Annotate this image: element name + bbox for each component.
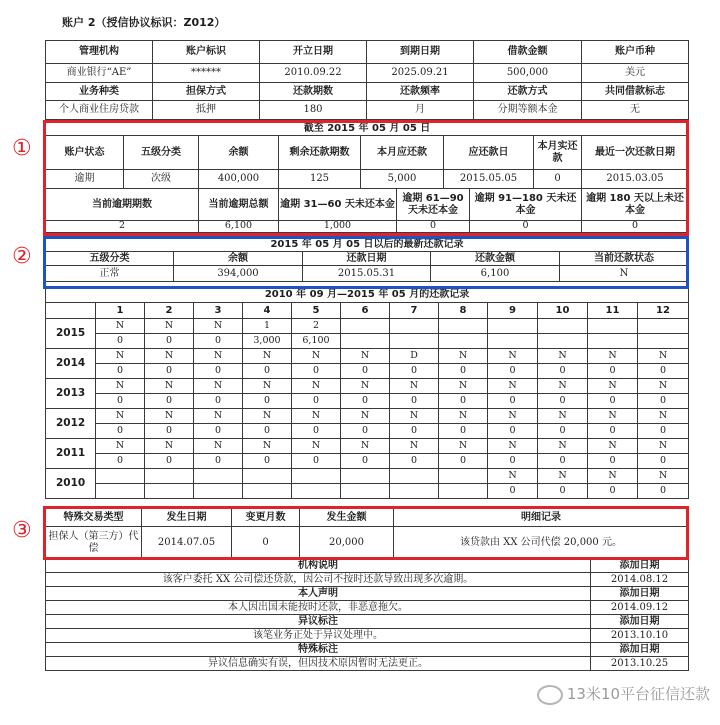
amount-cell: 0: [145, 364, 194, 379]
value-cell: 0: [582, 221, 689, 233]
status-cell: [588, 319, 638, 334]
value-cell: N: [560, 266, 689, 282]
status-cell: N: [488, 379, 538, 394]
amount-cell: 0: [638, 364, 689, 379]
amount-cell: [390, 334, 439, 349]
status-cell: N: [145, 409, 194, 424]
amount-cell: 0: [488, 454, 538, 469]
status-cell: N: [638, 409, 689, 424]
header-cell: 还款日期: [303, 252, 431, 266]
header-cell: 五级分类: [46, 252, 174, 266]
status-cell: N: [145, 439, 194, 454]
section-title: 2010 年 09 月—2015 年 05 月的还款记录: [46, 288, 689, 303]
value-cell: 6,100: [431, 266, 560, 282]
note-date: 2014.09.12: [591, 601, 689, 615]
amount-cell: 0: [538, 364, 588, 379]
header-cell: 本月实还款: [534, 136, 582, 170]
status-cell: 2: [292, 319, 341, 334]
amount-cell: 0: [638, 454, 689, 469]
status-cell: D: [390, 349, 439, 364]
amount-cell: 0: [194, 454, 243, 469]
amount-cell: [292, 484, 341, 499]
amount-cell: 0: [194, 364, 243, 379]
status-cell: N: [588, 379, 638, 394]
header-cell: 发生日期: [142, 509, 232, 527]
amount-cell: 0: [341, 364, 390, 379]
header-cell: 当前逾期总额: [199, 189, 279, 221]
value-cell: 0: [232, 527, 300, 559]
note-text: 该笔业务正处于异议处理中。: [46, 629, 591, 643]
circled-number-2: ②: [12, 244, 32, 269]
amount-cell: 0: [638, 394, 689, 409]
note-date: 2013.10.10: [591, 629, 689, 643]
value-cell: 次级: [124, 170, 199, 189]
amount-cell: 0: [145, 454, 194, 469]
amount-cell: 0: [292, 424, 341, 439]
status-cell: N: [390, 379, 439, 394]
status-cell: N: [243, 409, 292, 424]
value-cell: 抵押: [153, 101, 260, 120]
value-cell: 5,000: [361, 170, 444, 189]
header-cell: 最近一次还款日期: [582, 136, 689, 170]
amount-cell: 0: [588, 394, 638, 409]
status-cell: N: [390, 439, 439, 454]
status-cell: N: [292, 379, 341, 394]
value-cell: 1,000: [279, 221, 397, 233]
header-cell: 担保方式: [153, 83, 260, 101]
value-cell: 担保人（第三方）代偿: [46, 527, 142, 559]
header-cell: 余额: [174, 252, 303, 266]
status-cell: N: [638, 379, 689, 394]
watermark-text: 13米10平台征信还款: [566, 685, 710, 703]
header-cell: 逾期 180 天以上未还本金: [582, 189, 689, 221]
status-cell: N: [638, 349, 689, 364]
amount-cell: [145, 484, 194, 499]
account-info-table: [45, 40, 689, 120]
amount-cell: 0: [390, 454, 439, 469]
status-cell: N: [588, 469, 638, 484]
amount-cell: 0: [638, 424, 689, 439]
value-cell: 20,000: [300, 527, 394, 559]
status-cell: N: [292, 439, 341, 454]
amount-cell: 0: [96, 334, 145, 349]
amount-cell: 0: [145, 394, 194, 409]
month-header: 3: [194, 303, 243, 319]
header-cell: 逾期 91—180 天未还本金: [470, 189, 582, 221]
status-cell: N: [488, 469, 538, 484]
status-cell: 1: [243, 319, 292, 334]
status-cell: N: [488, 349, 538, 364]
watermark: [537, 683, 710, 705]
status-cell: N: [96, 439, 145, 454]
value-cell: 500,000: [474, 64, 582, 83]
amount-cell: [588, 334, 638, 349]
value-cell: 400,000: [199, 170, 279, 189]
add-date-label: 添加日期: [591, 643, 689, 657]
value-cell: 0: [397, 221, 470, 233]
header-cell: 还款频率: [367, 83, 474, 101]
amount-cell: 0: [292, 364, 341, 379]
amount-cell: [439, 484, 488, 499]
status-cell: N: [538, 439, 588, 454]
header-cell: 剩余还款期数: [279, 136, 361, 170]
status-cell: [243, 469, 292, 484]
year-label: 2011: [46, 439, 96, 469]
circled-number-3: ③: [12, 518, 32, 543]
header-cell: 账户状态: [46, 136, 124, 170]
current-status-table: [45, 121, 689, 233]
amount-cell: [194, 484, 243, 499]
header-cell: 逾期 61—90 天未还本金: [397, 189, 470, 221]
header-cell: 发生金额: [300, 509, 394, 527]
value-cell: 美元: [582, 64, 689, 83]
header-cell: 账户标识: [153, 41, 260, 64]
amount-cell: 6,100: [292, 334, 341, 349]
status-cell: [638, 319, 689, 334]
amount-cell: 0: [243, 394, 292, 409]
value-cell: 无: [582, 101, 689, 120]
status-cell: [96, 469, 145, 484]
value-cell: 该贷款由 XX 公司代偿 20,000 元。: [394, 527, 689, 559]
amount-cell: 0: [390, 424, 439, 439]
status-cell: N: [439, 349, 488, 364]
status-cell: N: [538, 349, 588, 364]
status-cell: N: [96, 409, 145, 424]
value-cell: 正常: [46, 266, 174, 282]
amount-cell: 0: [439, 394, 488, 409]
amount-cell: 0: [538, 424, 588, 439]
account-title: 账户 2（授信协议标识：Z012）: [62, 16, 226, 29]
special-trade-table: [45, 508, 689, 559]
header-cell: 明细记录: [394, 509, 689, 527]
value-cell: 分期等额本金: [474, 101, 582, 120]
header-cell: 五级分类: [124, 136, 199, 170]
status-cell: N: [96, 349, 145, 364]
amount-cell: 0: [538, 484, 588, 499]
amount-cell: 0: [96, 394, 145, 409]
value-cell: 180: [260, 101, 367, 120]
note-date: 2014.08.12: [591, 573, 689, 587]
notes-table: [45, 558, 689, 671]
status-cell: N: [96, 379, 145, 394]
amount-cell: 0: [292, 394, 341, 409]
header-cell: 特殊交易类型: [46, 509, 142, 527]
amount-cell: 0: [488, 484, 538, 499]
amount-cell: 0: [488, 364, 538, 379]
status-cell: N: [638, 439, 689, 454]
status-cell: [292, 469, 341, 484]
amount-cell: 0: [194, 394, 243, 409]
amount-cell: [538, 334, 588, 349]
status-cell: [390, 319, 439, 334]
corner-cell: [46, 303, 96, 319]
status-cell: N: [638, 469, 689, 484]
value-cell: 2015.05.05: [444, 170, 534, 189]
status-cell: N: [538, 469, 588, 484]
status-cell: N: [341, 439, 390, 454]
status-cell: N: [588, 349, 638, 364]
amount-cell: 0: [243, 364, 292, 379]
month-header: 8: [439, 303, 488, 319]
year-label: 2015: [46, 319, 96, 349]
amount-cell: 0: [638, 484, 689, 499]
amount-cell: [488, 334, 538, 349]
status-cell: N: [194, 379, 243, 394]
status-cell: N: [145, 349, 194, 364]
amount-cell: [243, 484, 292, 499]
amount-cell: 0: [96, 454, 145, 469]
status-cell: N: [243, 349, 292, 364]
status-cell: [488, 319, 538, 334]
amount-cell: [390, 484, 439, 499]
value-cell: 6,100: [199, 221, 279, 233]
month-header: 11: [588, 303, 638, 319]
header-cell: 管理机构: [46, 41, 153, 64]
add-date-label: 添加日期: [591, 587, 689, 601]
note-date: 2013.10.25: [591, 657, 689, 671]
month-header: 1: [96, 303, 145, 319]
status-cell: N: [243, 439, 292, 454]
amount-cell: 0: [538, 394, 588, 409]
amount-cell: 0: [588, 454, 638, 469]
value-cell: 0: [534, 170, 582, 189]
year-label: 2012: [46, 409, 96, 439]
status-cell: N: [96, 319, 145, 334]
year-label: 2013: [46, 379, 96, 409]
status-cell: N: [145, 379, 194, 394]
year-label: 2010: [46, 469, 96, 499]
status-cell: N: [341, 379, 390, 394]
status-cell: N: [292, 409, 341, 424]
note-heading: 特殊标注: [46, 643, 591, 657]
status-cell: N: [439, 409, 488, 424]
value-cell: 2: [46, 221, 199, 233]
header-cell: 变更月数: [232, 509, 300, 527]
amount-cell: 0: [341, 424, 390, 439]
add-date-label: 添加日期: [591, 559, 689, 573]
status-cell: N: [538, 379, 588, 394]
status-cell: [341, 469, 390, 484]
value-cell: 394,000: [174, 266, 303, 282]
amount-cell: 0: [145, 334, 194, 349]
status-cell: N: [341, 409, 390, 424]
amount-cell: [341, 334, 390, 349]
status-cell: [341, 319, 390, 334]
value-cell: 商业银行“AE”: [46, 64, 153, 83]
amount-cell: 0: [341, 394, 390, 409]
month-header: 9: [488, 303, 538, 319]
value-cell: 2025.09.21: [367, 64, 474, 83]
note-text: 该客户委托 XX 公司偿还贷款，因公司不按时还款导致出现多次逾期。: [46, 573, 591, 587]
amount-cell: 0: [588, 364, 638, 379]
status-cell: N: [341, 349, 390, 364]
status-cell: N: [390, 409, 439, 424]
section-title: 2015 年 05 月 05 日以后的最新还款记录: [46, 239, 689, 252]
amount-cell: 0: [488, 424, 538, 439]
header-cell: 当前逾期期数: [46, 189, 199, 221]
amount-cell: 0: [588, 424, 638, 439]
amount-cell: 0: [96, 364, 145, 379]
amount-cell: 0: [96, 424, 145, 439]
status-cell: N: [439, 439, 488, 454]
month-header: 12: [638, 303, 689, 319]
amount-cell: [341, 484, 390, 499]
amount-cell: [439, 334, 488, 349]
month-header: 10: [538, 303, 588, 319]
month-header: 7: [390, 303, 439, 319]
status-cell: [194, 469, 243, 484]
amount-cell: 0: [243, 424, 292, 439]
header-cell: 账户币种: [582, 41, 689, 64]
header-cell: 借款金额: [474, 41, 582, 64]
amount-cell: 3,000: [243, 334, 292, 349]
note-heading: 机构说明: [46, 559, 591, 573]
amount-cell: 0: [538, 454, 588, 469]
value-cell: 逾期: [46, 170, 124, 189]
status-cell: [538, 319, 588, 334]
status-cell: [439, 319, 488, 334]
header-cell: 本月应还款: [361, 136, 444, 170]
value-cell: 2015.05.31: [303, 266, 431, 282]
header-cell: 业务种类: [46, 83, 153, 101]
add-date-label: 添加日期: [591, 615, 689, 629]
header-cell: 开立日期: [260, 41, 367, 64]
month-header: 6: [341, 303, 390, 319]
status-cell: [439, 469, 488, 484]
note-heading: 异议标注: [46, 615, 591, 629]
value-cell: 0: [470, 221, 582, 233]
amount-cell: 0: [194, 424, 243, 439]
status-cell: N: [588, 409, 638, 424]
note-heading: 本人声明: [46, 587, 591, 601]
amount-cell: 0: [439, 454, 488, 469]
status-cell: N: [488, 409, 538, 424]
year-label: 2014: [46, 349, 96, 379]
header-cell: 到期日期: [367, 41, 474, 64]
wechat-logo-icon: [537, 685, 563, 705]
latest-repayment-table: [45, 238, 689, 282]
amount-cell: 0: [390, 364, 439, 379]
status-cell: N: [588, 439, 638, 454]
section-title: 截至 2015 年 05 月 05 日: [46, 122, 689, 136]
amount-cell: 0: [439, 424, 488, 439]
note-text: 本人因出国未能按时还款，非恶意拖欠。: [46, 601, 591, 615]
header-cell: 余额: [199, 136, 279, 170]
status-cell: N: [439, 379, 488, 394]
status-cell: N: [194, 439, 243, 454]
month-header: 4: [243, 303, 292, 319]
amount-cell: 0: [292, 454, 341, 469]
value-cell: 2010.09.22: [260, 64, 367, 83]
amount-cell: 0: [488, 394, 538, 409]
value-cell: 个人商业住房贷款: [46, 101, 153, 120]
value-cell: 2015.03.05: [582, 170, 689, 189]
status-cell: N: [292, 349, 341, 364]
repayment-history-table: [45, 287, 689, 499]
value-cell: ******: [153, 64, 260, 83]
note-text: 异议信息确实有误，但因技术原因暂时无法更正。: [46, 657, 591, 671]
status-cell: N: [194, 349, 243, 364]
amount-cell: [96, 484, 145, 499]
status-cell: [145, 469, 194, 484]
status-cell: N: [194, 319, 243, 334]
header-cell: 当前还款状态: [560, 252, 689, 266]
value-cell: 2014.07.05: [142, 527, 232, 559]
value-cell: 月: [367, 101, 474, 120]
header-cell: 还款方式: [474, 83, 582, 101]
amount-cell: 0: [243, 454, 292, 469]
amount-cell: 0: [390, 394, 439, 409]
header-cell: 还款期数: [260, 83, 367, 101]
status-cell: N: [488, 439, 538, 454]
status-cell: N: [243, 379, 292, 394]
header-cell: 应还款日: [444, 136, 534, 170]
value-cell: 125: [279, 170, 361, 189]
month-header: 5: [292, 303, 341, 319]
amount-cell: 0: [439, 364, 488, 379]
status-cell: N: [145, 319, 194, 334]
header-cell: 共同借款标志: [582, 83, 689, 101]
amount-cell: 0: [145, 424, 194, 439]
circled-number-1: ①: [12, 136, 32, 161]
amount-cell: 0: [341, 454, 390, 469]
amount-cell: 0: [588, 484, 638, 499]
status-cell: N: [194, 409, 243, 424]
amount-cell: 0: [194, 334, 243, 349]
status-cell: N: [538, 409, 588, 424]
month-header: 2: [145, 303, 194, 319]
status-cell: [390, 469, 439, 484]
header-cell: 逾期 31—60 天未还本金: [279, 189, 397, 221]
header-cell: 还款金额: [431, 252, 560, 266]
amount-cell: [638, 334, 689, 349]
